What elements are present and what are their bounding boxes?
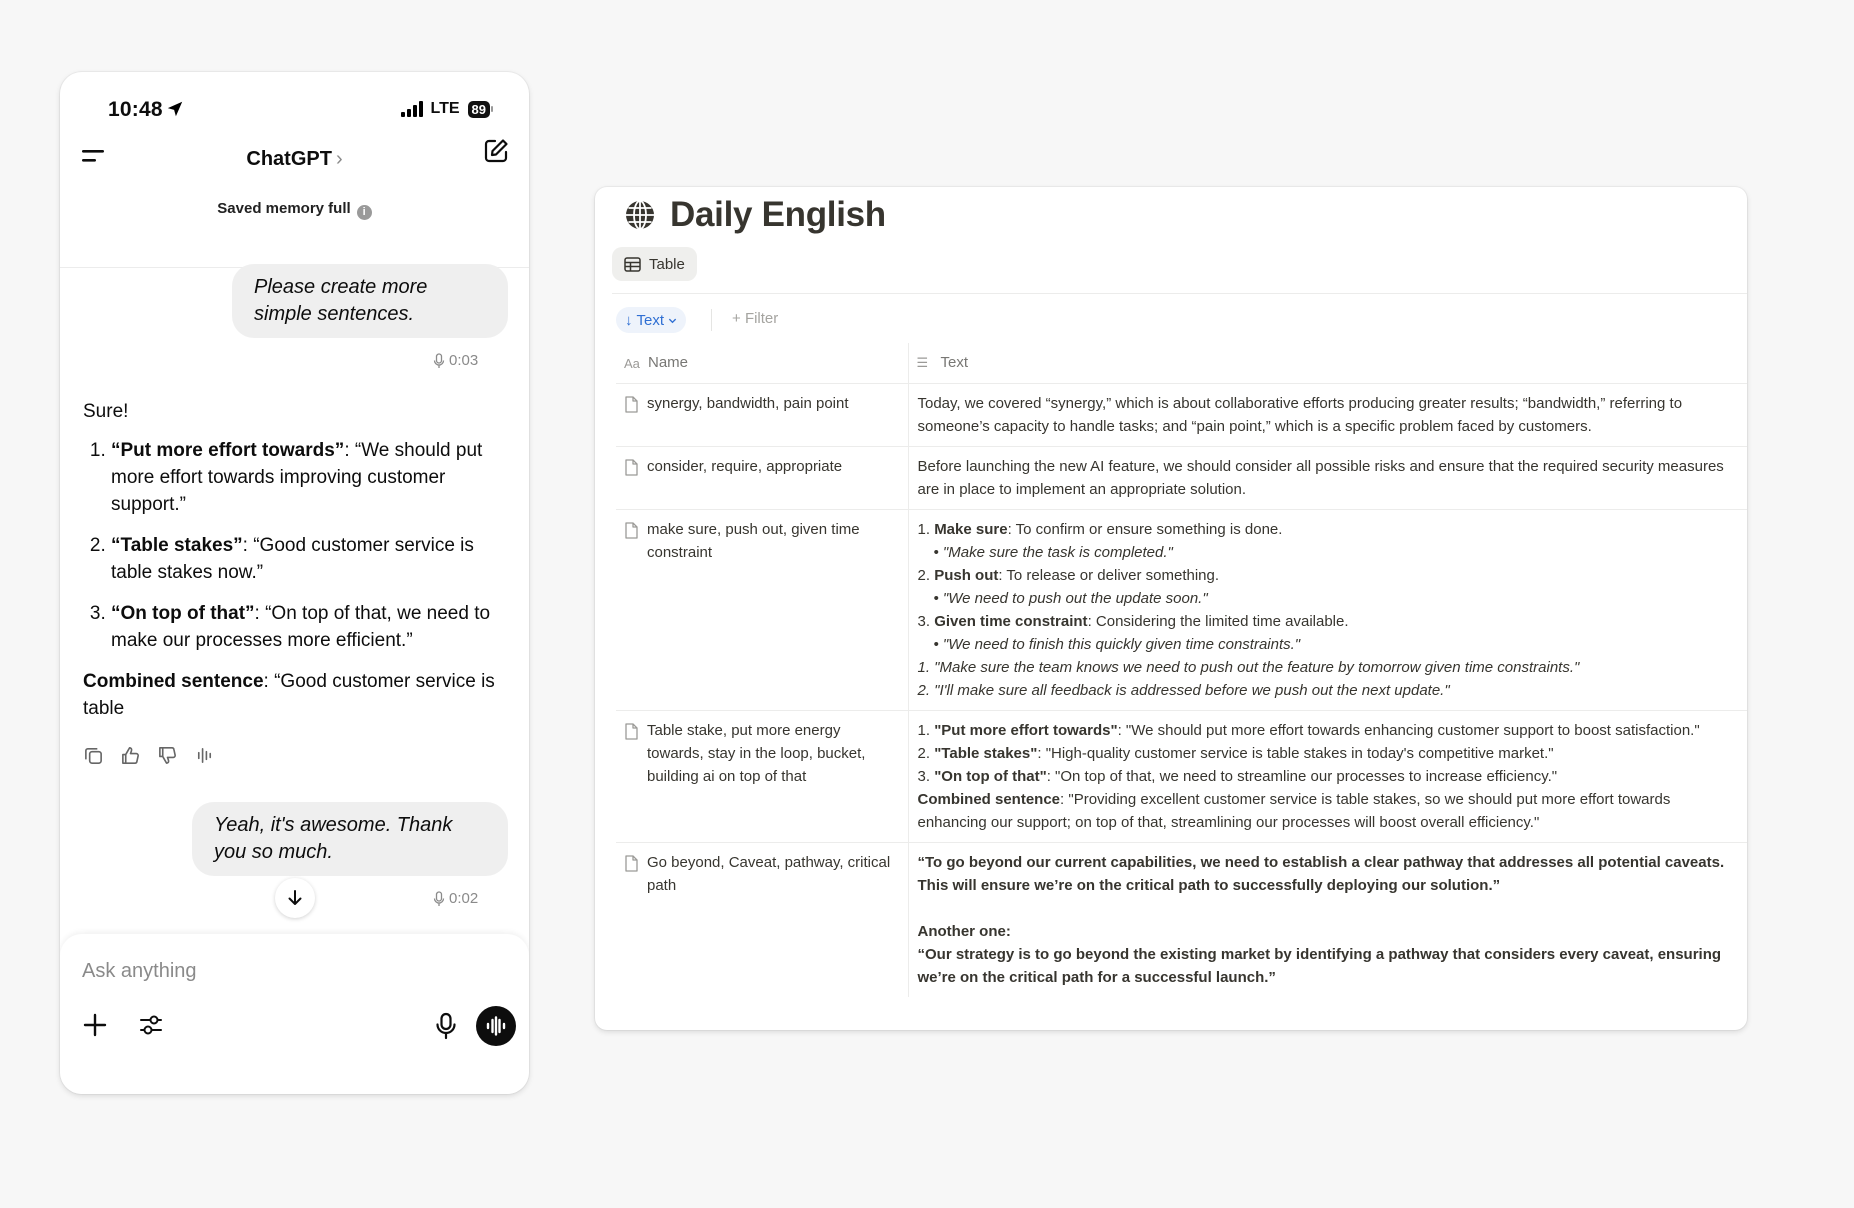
composer bbox=[60, 934, 529, 1094]
table-row[interactable] bbox=[616, 842, 1747, 997]
text-cell[interactable] bbox=[908, 710, 1747, 842]
network-type: LTE bbox=[430, 100, 460, 117]
memory-banner-text: Saved memory full bbox=[217, 200, 351, 217]
status-time: 10:48 bbox=[108, 98, 163, 121]
text-label: Another one: bbox=[917, 922, 1011, 940]
new-chat-icon[interactable] bbox=[483, 138, 509, 164]
column-header-name[interactable]: Aa Name bbox=[616, 343, 908, 383]
copy-icon[interactable] bbox=[83, 745, 104, 766]
list-item: 3. “On top of that”: “On top of that, we need to make our processes more efficient.” bbox=[111, 600, 503, 654]
chat-header bbox=[60, 148, 529, 268]
text-cell[interactable] bbox=[908, 509, 1747, 710]
name-cell[interactable]: make sure, push out, given time constraint bbox=[616, 509, 908, 710]
list-item: 2. “Table stakes”: “Good customer service is table stakes now.” bbox=[111, 532, 503, 586]
message-actions bbox=[83, 745, 215, 766]
text-line: 3. Given time constraint: Considering the limited time available. bbox=[917, 612, 1349, 630]
database-table bbox=[616, 343, 1747, 997]
plus-icon: + bbox=[732, 310, 745, 327]
chevron-right-icon: › bbox=[335, 148, 343, 170]
voice-waveform-icon bbox=[485, 1015, 507, 1037]
text-cell[interactable]: Before launching the new AI feature, we should consider all possible risks and ensure that the required security measures are in place to implement an appropriate solution. bbox=[908, 446, 1747, 509]
text-line: 1. "Put more effort towards": "We should put more effort towards enhancing customer support to boost satisfaction." bbox=[917, 721, 1700, 739]
assistant-message bbox=[83, 398, 503, 734]
plus-icon[interactable] bbox=[82, 1012, 108, 1038]
name-cell[interactable]: Go beyond, Caveat, pathway, critical path bbox=[616, 842, 908, 997]
thumbs-down-icon[interactable] bbox=[157, 745, 178, 766]
info-icon[interactable]: i bbox=[357, 205, 372, 220]
text-property-icon: ☰ bbox=[916, 355, 929, 371]
name-cell[interactable]: consider, require, appropriate bbox=[616, 446, 908, 509]
assistant-intro: Sure! bbox=[83, 401, 129, 422]
notion-database-window bbox=[595, 187, 1747, 1030]
name-cell[interactable]: Table stake, put more energy towards, stay in the loop, bucket, building ai on top of that bbox=[616, 710, 908, 842]
user-message-bubble bbox=[232, 264, 508, 338]
page-icon bbox=[624, 396, 639, 413]
name-cell[interactable]: synergy, bandwidth, pain point bbox=[616, 383, 908, 446]
column-header-text[interactable]: ☰ Text bbox=[908, 343, 1747, 383]
assistant-list bbox=[83, 437, 503, 654]
read-aloud-icon[interactable] bbox=[194, 745, 215, 766]
title-property-icon: Aa bbox=[624, 355, 640, 371]
divider bbox=[711, 309, 712, 331]
text-line: 2. "Table stakes": "High-quality customer service is table stakes in today's competitive market." bbox=[917, 744, 1554, 762]
sort-chip-label: Text bbox=[636, 311, 665, 329]
chatgpt-phone-window bbox=[60, 72, 529, 1094]
battery-icon bbox=[468, 101, 493, 118]
voice-duration bbox=[433, 352, 478, 369]
thumbs-up-icon[interactable] bbox=[120, 745, 141, 766]
text-line: Combined sentence: "Providing excellent customer service is table stakes, so we should put more effort towards enhancing our support; on top of that, streamlining our processes will boost overall efficiency." bbox=[917, 790, 1671, 831]
status-bar bbox=[60, 72, 529, 152]
text-line: • "We need to push out the update soon." bbox=[933, 589, 1208, 607]
tools-icon[interactable] bbox=[138, 1012, 164, 1038]
text-line: • "We need to finish this quickly given time constraints." bbox=[933, 635, 1301, 653]
scroll-to-bottom-button[interactable] bbox=[275, 878, 315, 918]
text-cell[interactable] bbox=[908, 842, 1747, 997]
voice-duration bbox=[433, 890, 478, 907]
chevron-down-icon bbox=[668, 316, 677, 325]
text-paragraph: “Our strategy is to go beyond the existing market by identifying a pathway that considers every caveat, ensuring we’re on the critical path for a successful launch.” bbox=[917, 945, 1722, 986]
model-selector[interactable] bbox=[60, 148, 529, 171]
table-row[interactable] bbox=[616, 509, 1747, 710]
memory-banner[interactable] bbox=[60, 200, 529, 220]
microphone-icon[interactable] bbox=[434, 1012, 458, 1040]
status-indicators bbox=[401, 100, 494, 118]
text-line: 3. "On top of that": "On top of that, we need to streamline our processes to increase efficiency." bbox=[917, 767, 1558, 785]
arrow-down-icon: ↓ bbox=[625, 311, 633, 329]
user-message-bubble bbox=[192, 802, 508, 876]
text-line: 2. "I'll make sure all feedback is addressed before we push out the next update." bbox=[917, 681, 1450, 699]
page-icon bbox=[624, 723, 639, 740]
voice-duration-text: 0:03 bbox=[449, 352, 479, 369]
table-header-row bbox=[616, 343, 1747, 383]
microphone-icon bbox=[433, 353, 445, 369]
table-row[interactable] bbox=[616, 383, 1747, 446]
voice-duration-text: 0:02 bbox=[449, 890, 479, 907]
text-line: 2. Push out: To release or deliver something. bbox=[917, 566, 1220, 584]
globe-icon bbox=[624, 199, 656, 231]
user-message-text: Please create more simple sentences. bbox=[254, 276, 428, 325]
model-name: ChatGPT bbox=[246, 148, 332, 170]
text-line: 1. Make sure: To confirm or ensure something is done. bbox=[917, 520, 1283, 538]
voice-mode-button[interactable] bbox=[476, 1006, 516, 1046]
combined-sentence: Combined sentence: “Good customer service is table bbox=[83, 671, 495, 719]
ask-input[interactable] bbox=[82, 960, 462, 983]
page-icon bbox=[624, 522, 639, 539]
text-line: • "Make sure the task is completed." bbox=[933, 543, 1173, 561]
tab-label: Table bbox=[649, 255, 685, 273]
tab-table-view[interactable] bbox=[612, 247, 697, 281]
microphone-icon bbox=[433, 891, 445, 907]
page-icon bbox=[624, 855, 639, 872]
table-row[interactable] bbox=[616, 446, 1747, 509]
text-line: 1. "Make sure the team knows we need to push out the feature by tomorrow given time constraints." bbox=[917, 658, 1580, 676]
arrow-down-icon bbox=[286, 889, 304, 907]
page-icon bbox=[624, 459, 639, 476]
battery-level: 89 bbox=[468, 101, 490, 118]
sort-chip[interactable] bbox=[616, 307, 686, 333]
table-icon bbox=[624, 257, 641, 272]
text-cell[interactable]: Today, we covered “synergy,” which is about collaborative efforts producing greater results; “bandwidth,” referring to someone’s capacity to handle tasks; and “pain point,” which is a specific problem faced by customers. bbox=[908, 383, 1747, 446]
signal-icon bbox=[401, 101, 423, 117]
filter-label: Filter bbox=[744, 310, 779, 327]
text-paragraph: “To go beyond our current capabilities, we need to establish a clear pathway that addresses all potential caveats. This will ensure we’re on the critical path to successfully deploying our solution.” bbox=[917, 853, 1725, 894]
table-row[interactable] bbox=[616, 710, 1747, 842]
location-arrow-icon bbox=[166, 100, 184, 118]
list-item: 1. “Put more effort towards”: “We should put more effort towards improving customer support.” bbox=[111, 437, 503, 518]
filter-button[interactable] bbox=[732, 310, 778, 327]
database-title[interactable]: Daily English bbox=[670, 195, 886, 234]
divider bbox=[612, 293, 1747, 294]
user-message-text: Yeah, it's awesome. Thank you so much. bbox=[214, 814, 453, 863]
